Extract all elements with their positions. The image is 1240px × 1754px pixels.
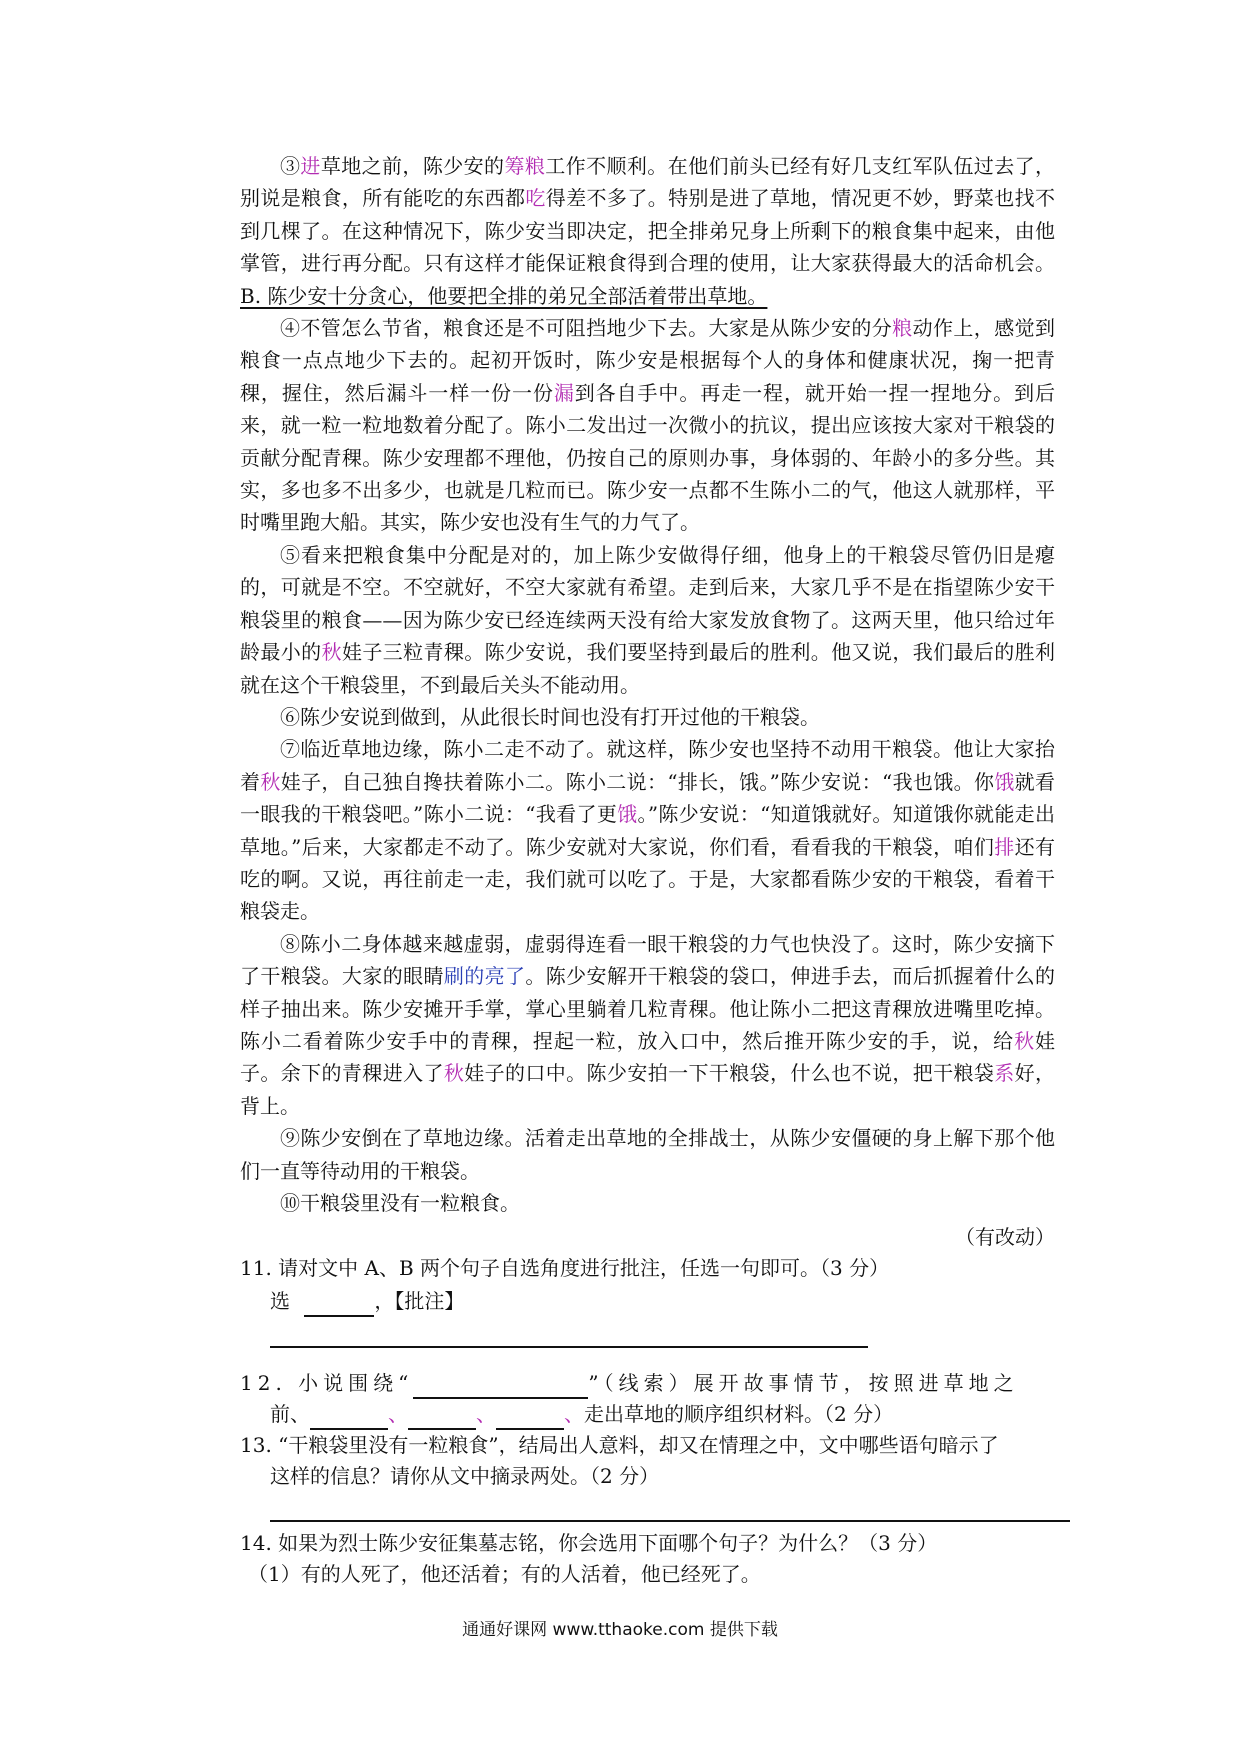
paragraph-6: ⑥陈少安说到做到，从此很长时间也没有打开过他的干粮袋。: [280, 704, 820, 729]
highlighted-word: 秋: [260, 769, 281, 794]
highlighted-word: 秋: [1014, 1028, 1036, 1053]
paragraph-4: ④不管怎么节省，粮食还是不可阻挡地少下去。大家是从陈少安的分粮动作上，感觉到粮食一点点地少下去的。起初开饭时，陈少安是根据每个人的身体和健康状况，掬一把青稞，握住，然后漏斗一样一份一份漏到各自手中。再走一程，就开始一捏一捏地分。到后来，就一粒一粒地数着分配了。陈小二发出过一次微小的抗议，提出应该按大家对干粮袋的贡献分配青稞。陈少安理都不理他，仍按自己的原则办事，身体弱的、年龄小的多分些。其实，多也多不出多少，也就是几粒而已。陈少安一点都不生陈小二的气，他这人就那样，平时嘴里跑大船。其实，陈少安也没有生气的力气了。: [240, 316, 1056, 535]
highlighted-word: 进: [300, 154, 321, 178]
footer-watermark: 通通好课网 www.tthaoke.com 提供下载: [462, 1620, 778, 1640]
sentence-b-underlined: B. 陈少安十分贪心，他要把全排的弟兄全部活着带出草地。: [240, 283, 768, 308]
highlighted-word: 饿: [617, 802, 638, 827]
choice-blank[interactable]: [304, 1295, 374, 1317]
highlighted-word: 饿: [994, 769, 1015, 794]
highlighted-word: 粮: [892, 316, 913, 341]
question-11-answer-row: 选 ，【批注】: [240, 1286, 1055, 1348]
annotation-blank[interactable]: [270, 1326, 868, 1348]
highlighted-word: 筹粮: [504, 154, 546, 178]
paragraph-10: ⑩干粮袋里没有一粒粮食。: [280, 1191, 520, 1215]
question-14: 14. 如果为烈士陈少安征集墓志铭，你会选用下面哪个句子？为什么？（3 分）: [240, 1531, 938, 1556]
question-12-line-2: 前、 、 、 、走出草地的顺序组织材料。（2 分）: [240, 1399, 1055, 1430]
choose-label: 选: [270, 1289, 290, 1314]
clue-blank[interactable]: [413, 1377, 588, 1399]
highlighted-word: 秋: [443, 1061, 465, 1086]
plot-blank-2[interactable]: [408, 1408, 476, 1430]
highlighted-word: 漏: [553, 380, 575, 405]
highlighted-word: 秋: [321, 640, 342, 665]
paragraph-5: ⑤看来把粮食集中分配是对的，加上陈少安做得仔细，他身上的干粮袋尽管仍旧是瘪的，可就是不空。不空就好，不空大家就有希望。走到后来，大家几乎不是在指望陈少安干粮袋里的粮食——因为陈少安已经连续两天没有给大家发放食物了。这两天里，他只给过年龄最小的秋娃子三粒青稞。陈少安说，我们要坚持到最后的胜利。他又说，我们最后的胜利就在这个干粮袋里，不到最后关头不能动用。: [240, 542, 1056, 697]
highlighted-word: 排: [994, 834, 1015, 859]
highlighted-word: 系: [994, 1061, 1015, 1086]
question-13-line-2: 这样的信息？请你从文中摘录两处。（2 分）: [270, 1464, 660, 1489]
question-14-option-1: （1）有的人死了，他还活着；有的人活着，他已经死了。: [248, 1562, 761, 1587]
highlighted-phrase: 刷的亮了: [443, 964, 526, 989]
question-11: 11. 请对文中 A、B 两个句子自选角度进行批注，任选一句即可。（3 分）: [240, 1256, 890, 1281]
paragraph-3: ③进草地之前，陈少安的筹粮工作不顺利。在他们前头已经有好几支红军队伍过去了，别说是粮食，所有能吃的东西都吃得差不多了。特别是进了草地，情况更不妙，野菜也找不到几棵了。在这种情况下，陈少安当即决定，把全排弟兄身上所剩下的粮食集中起来，由他掌管，进行再分配。只有这样才能保证粮食得到合理的使用，让大家获得最大的活命机会。B. 陈少安十分贪心，他要把全排的弟兄全部活着带出草地。: [240, 154, 1056, 308]
annotation-label: 【批注】: [394, 1289, 465, 1314]
question-12: 12. 小说围绕“ ”（线索）展开故事情节，按照进草地之: [240, 1368, 1055, 1399]
plot-blank-1[interactable]: [310, 1408, 388, 1430]
source-note: （有改动）: [955, 1225, 1055, 1250]
highlighted-word: 吃: [525, 186, 546, 211]
paragraph-7: ⑦临近草地边缘，陈小二走不动了。就这样，陈少安也坚持不动用干粮袋。他让大家抬着秋娃子，自己独自搀扶着陈小二。陈小二说：“排长，饿。”陈少安说：“我也饿。你饿就看一眼我的干粮袋吧。”陈小二说：“我看了更饿。”陈少安说：“知道饿就好。知道饿你就能走出草地。”后来，大家都走不动了。陈少安就对大家说，你们看，看看我的干粮袋，咱们排还有吃的啊。又说，再往前走一走，我们就可以吃了。于是，大家都看陈少安的干粮袋，看着干粮袋走。: [240, 737, 1056, 924]
paragraph-8: ⑧陈小二身体越来越虚弱，虚弱得连看一眼干粮袋的力气也快没了。这时，陈少安摘下了干粮袋。大家的眼睛刷的亮了。陈少安解开干粮袋的袋口，伸进手去，而后抓握着什么的样子抽出来。陈少安摊开手掌，掌心里躺着几粒青稞。他让陈小二把这青稞放进嘴里吃掉。陈小二看着陈少安手中的青稞，捏起一粒，放入口中，然后推开陈少安的手，说，给秋娃子。余下的青稞进入了秋娃子的口中。陈少安拍一下干粮袋，什么也不说，把干粮袋系好，背上。: [240, 931, 1056, 1118]
paragraph-9: ⑨陈少安倒在了草地边缘。活着走出草地的全排战士，从陈少安僵硬的身上解下那个他们一直等待动用的干粮袋。: [240, 1126, 1055, 1183]
question-13: 13. “干粮袋里没有一粒粮食”，结局出人意料，却又在情理之中，文中哪些语句暗示了: [240, 1433, 999, 1458]
article-body: [240, 150, 1055, 1590]
plot-blank-3[interactable]: [496, 1408, 564, 1430]
question-13-answer-line[interactable]: [270, 1502, 1070, 1522]
